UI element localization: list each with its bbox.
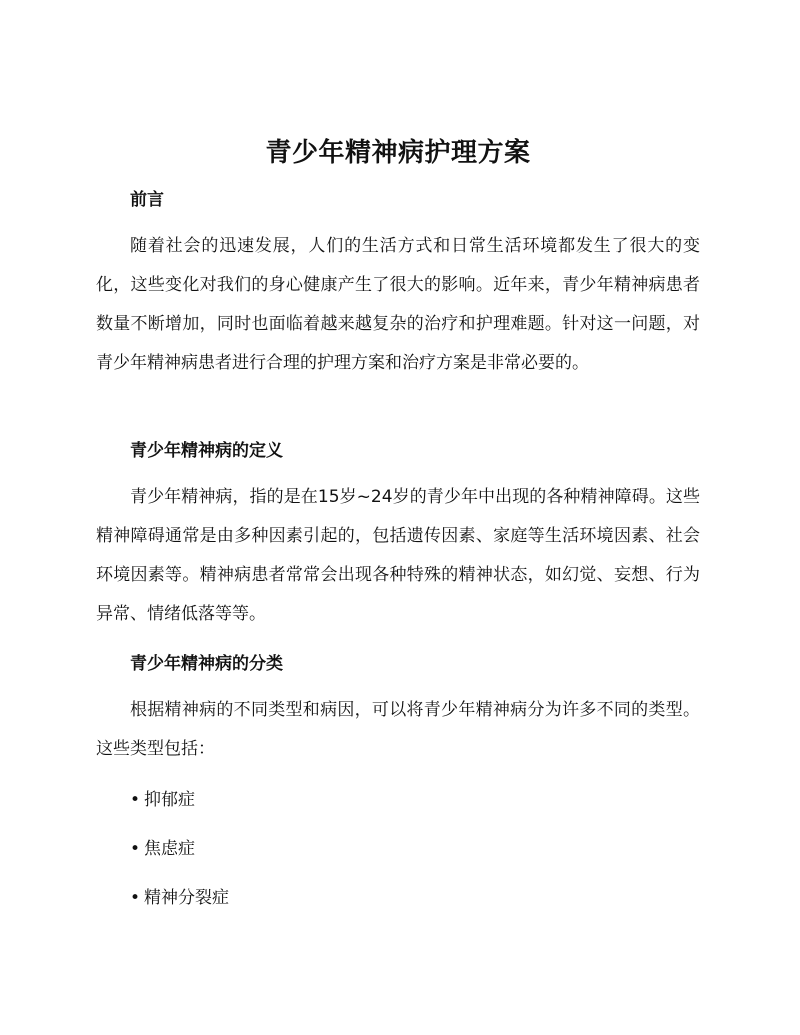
section-paragraph-definition: 青少年精神病，指的是在15岁~24岁的青少年中出现的各种精神障碍。这些精神障碍通常是由多种因素引起的，包括遗传因素、家庭等生活环境因素、社会环境因素等。精神病患者常常会出现各种特殊的精神状态，如幻觉、妄想、行为异常、情绪低落等等。 xyxy=(96,487,700,624)
section-heading-definition: 青少年精神病的定义 xyxy=(130,441,283,461)
list-item xyxy=(130,787,195,813)
section-paragraph-classification: 根据精神病的不同类型和病因，可以将青少年精神病分为许多不同的类型。这些类型包括： xyxy=(96,700,700,759)
list-item-label: 焦虑症 xyxy=(144,839,196,859)
list-item-label: 抑郁症 xyxy=(144,790,196,810)
section-paragraph-preface: 随着社会的迅速发展，人们的生活方式和日常生活环境都发生了很大的变化，这些变化对我们的身心健康产生了很大的影响。近年来，青少年精神病患者数量不断增加，同时也面临着越来越复杂的治疗和护理难题。针对这一问题，对青少年精神病患者进行合理的护理方案和治疗方案是非常必要的。 xyxy=(96,236,700,373)
bullet-icon: • xyxy=(130,888,141,908)
list-item xyxy=(130,836,195,862)
bullet-icon: • xyxy=(130,790,141,810)
bullet-icon: • xyxy=(130,839,141,859)
section-heading-preface: 前言 xyxy=(130,190,164,210)
list-item xyxy=(130,885,229,911)
section-heading-classification: 青少年精神病的分类 xyxy=(130,654,283,674)
list-item-label: 精神分裂症 xyxy=(144,888,230,908)
document-title: 青少年精神病护理方案 xyxy=(265,138,531,168)
